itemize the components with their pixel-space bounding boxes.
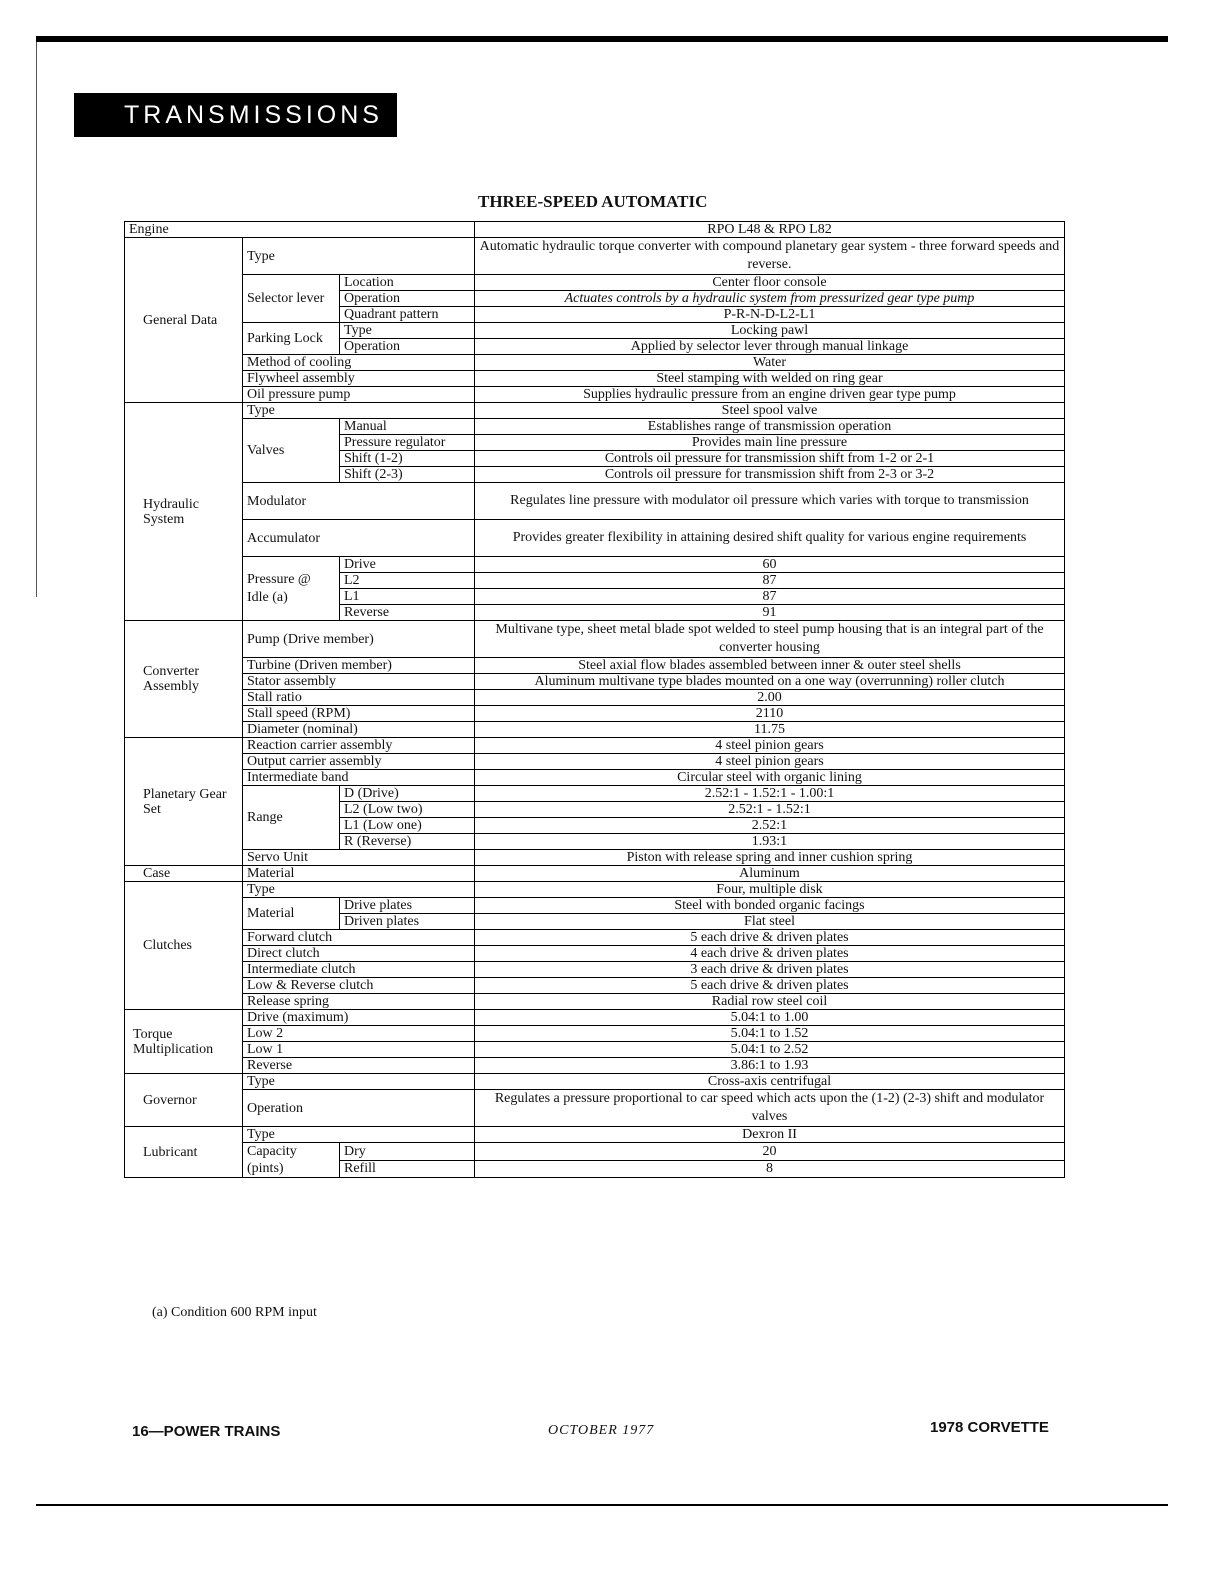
group-converter-assembly: Converter Assembly — [125, 621, 243, 738]
row-label: Reaction carrier assembly — [243, 738, 475, 754]
table-row — [125, 1026, 1065, 1042]
group-case: Case — [125, 866, 243, 882]
row-value: Cross-axis centrifugal — [475, 1074, 1065, 1090]
row-label: Driven plates — [340, 914, 475, 930]
row-value: Actuates controls by a hydraulic system from pressurized gear type pump — [475, 291, 1065, 307]
row-value: 3.86:1 to 1.93 — [475, 1058, 1065, 1074]
selector-lever-label: Selector lever — [243, 275, 340, 323]
row-label: Type — [340, 323, 475, 339]
row-value: Aluminum multivane type blades mounted on a one way (overrunning) roller clutch — [475, 674, 1065, 690]
table-row — [125, 786, 1065, 802]
row-value: 2.52:1 - 1.52:1 — [475, 802, 1065, 818]
parking-lock-label: Parking Lock — [243, 323, 340, 355]
table-row — [125, 419, 1065, 435]
row-value: 1.93:1 — [475, 834, 1065, 850]
row-value: 2.52:1 — [475, 818, 1065, 834]
row-value: Regulates line pressure with modulator oil pressure which varies with torque to transmission — [475, 483, 1065, 520]
table-row — [125, 403, 1065, 419]
row-label: Low & Reverse clutch — [243, 978, 475, 994]
row-label: Reverse — [243, 1058, 475, 1074]
table-row — [125, 738, 1065, 754]
row-label: Refill — [340, 1160, 475, 1178]
row-value: P-R-N-D-L2-L1 — [475, 307, 1065, 323]
table-row — [125, 1042, 1065, 1058]
row-label: Operation — [243, 1090, 475, 1127]
table-row — [125, 1127, 1065, 1143]
table-row — [125, 690, 1065, 706]
table-row — [125, 658, 1065, 674]
row-label: Reverse — [340, 605, 475, 621]
table-row — [125, 520, 1065, 557]
pressure-idle-label: Pressure @ Idle (a) — [243, 557, 340, 621]
row-label: Modulator — [243, 483, 475, 520]
row-value: 5 each drive & driven plates — [475, 930, 1065, 946]
row-label: Oil pressure pump — [243, 387, 475, 403]
table-row — [125, 674, 1065, 690]
row-value: 5.04:1 to 1.00 — [475, 1010, 1065, 1026]
group-hydraulic-system: Hydraulic System — [125, 403, 243, 621]
row-label: Low 1 — [243, 1042, 475, 1058]
row-value: Automatic hydraulic torque converter with compound planetary gear system - three forward speeds and reverse. — [475, 238, 1065, 275]
engine-label: Engine — [125, 222, 475, 238]
table-row — [125, 355, 1065, 371]
row-label: L2 — [340, 573, 475, 589]
row-value: 91 — [475, 605, 1065, 621]
row-label: Accumulator — [243, 520, 475, 557]
valves-label: Valves — [243, 419, 340, 483]
row-value: Regulates a pressure proportional to car speed which acts upon the (1-2) (2-3) shift and modulator valves — [475, 1090, 1065, 1127]
footer-title: 1978 CORVETTE — [930, 1419, 1049, 1436]
row-label: Quadrant pattern — [340, 307, 475, 323]
row-label: Diameter (nominal) — [243, 722, 475, 738]
row-value: Locking pawl — [475, 323, 1065, 339]
row-value: 5.04:1 to 1.52 — [475, 1026, 1065, 1042]
group-planetary-gear-set: Planetary Gear Set — [125, 738, 243, 866]
row-value: Steel with bonded organic facings — [475, 898, 1065, 914]
table-row — [125, 1074, 1065, 1090]
row-label: Direct clutch — [243, 946, 475, 962]
group-clutches: Clutches — [125, 882, 243, 1010]
table-row — [125, 994, 1065, 1010]
table-row — [125, 898, 1065, 914]
row-label: Stall ratio — [243, 690, 475, 706]
row-label: L1 (Low one) — [340, 818, 475, 834]
row-value: 5.04:1 to 2.52 — [475, 1042, 1065, 1058]
row-value: Radial row steel coil — [475, 994, 1065, 1010]
table-row — [125, 946, 1065, 962]
row-value: Controls oil pressure for transmission shift from 1-2 or 2-1 — [475, 451, 1065, 467]
row-label: L2 (Low two) — [340, 802, 475, 818]
row-value: Controls oil pressure for transmission shift from 2-3 or 3-2 — [475, 467, 1065, 483]
row-label: Type — [243, 403, 475, 419]
row-value: Provides greater flexibility in attaining desired shift quality for various engine requirements — [475, 520, 1065, 557]
row-value: 60 — [475, 557, 1065, 573]
row-label: Drive (maximum) — [243, 1010, 475, 1026]
row-value: 5 each drive & driven plates — [475, 978, 1065, 994]
table-row — [125, 770, 1065, 786]
footer-date: OCTOBER 1977 — [548, 1423, 655, 1438]
row-value: Multivane type, sheet metal blade spot welded to steel pump housing that is an integral part of the converter housing — [475, 621, 1065, 658]
row-value: 2.00 — [475, 690, 1065, 706]
row-value: 2.52:1 - 1.52:1 - 1.00:1 — [475, 786, 1065, 802]
row-value: Steel axial flow blades assembled between inner & outer steel shells — [475, 658, 1065, 674]
row-value: Aluminum — [475, 866, 1065, 882]
row-label: Shift (2-3) — [340, 467, 475, 483]
row-value: 11.75 — [475, 722, 1065, 738]
row-label: R (Reverse) — [340, 834, 475, 850]
table-row — [125, 962, 1065, 978]
table-row — [125, 222, 1065, 238]
spec-table — [124, 221, 1065, 1178]
row-label: Output carrier assembly — [243, 754, 475, 770]
row-value: Water — [475, 355, 1065, 371]
table-row — [125, 1143, 1065, 1161]
group-general-data: General Data — [125, 238, 243, 403]
material-label: Material — [243, 898, 340, 930]
row-value: Establishes range of transmission operation — [475, 419, 1065, 435]
footnote: (a) Condition 600 RPM input — [152, 1305, 317, 1320]
row-label: Type — [243, 882, 475, 898]
group-lubricant: Lubricant — [125, 1127, 243, 1178]
row-label: Type — [243, 238, 475, 275]
table-row — [125, 978, 1065, 994]
row-label: Intermediate clutch — [243, 962, 475, 978]
row-value: Flat steel — [475, 914, 1065, 930]
table-row — [125, 850, 1065, 866]
row-value: 8 — [475, 1160, 1065, 1178]
row-value: 4 steel pinion gears — [475, 738, 1065, 754]
table-row — [125, 238, 1065, 275]
row-label: Dry — [340, 1143, 475, 1161]
table-row — [125, 387, 1065, 403]
capacity-label: Capacity (pints) — [243, 1143, 340, 1178]
table-row — [125, 1058, 1065, 1074]
row-label: Intermediate band — [243, 770, 475, 786]
top-rule — [36, 36, 1168, 42]
row-value: Piston with release spring and inner cushion spring — [475, 850, 1065, 866]
table-row — [125, 483, 1065, 520]
row-label: Type — [243, 1074, 475, 1090]
row-label: Operation — [340, 339, 475, 355]
row-value: Center floor console — [475, 275, 1065, 291]
row-label: Stall speed (RPM) — [243, 706, 475, 722]
row-value: Applied by selector lever through manual linkage — [475, 339, 1065, 355]
row-value: 3 each drive & driven plates — [475, 962, 1065, 978]
engine-value: RPO L48 & RPO L82 — [475, 222, 1065, 238]
row-value: Supplies hydraulic pressure from an engine driven gear type pump — [475, 387, 1065, 403]
row-value: 4 steel pinion gears — [475, 754, 1065, 770]
table-row — [125, 1010, 1065, 1026]
group-torque-multiplication: Torque Multiplication — [125, 1010, 243, 1074]
table-row — [125, 323, 1065, 339]
row-label: Drive plates — [340, 898, 475, 914]
row-label: Type — [243, 1127, 475, 1143]
table-row — [125, 722, 1065, 738]
row-label: Forward clutch — [243, 930, 475, 946]
footer-section: 16—POWER TRAINS — [132, 1423, 281, 1440]
row-value: Provides main line pressure — [475, 435, 1065, 451]
table-row — [125, 371, 1065, 387]
row-label: Operation — [340, 291, 475, 307]
range-label: Range — [243, 786, 340, 850]
row-label: Manual — [340, 419, 475, 435]
table-row — [125, 882, 1065, 898]
table-row — [125, 621, 1065, 658]
row-value: Steel spool valve — [475, 403, 1065, 419]
row-value: 4 each drive & driven plates — [475, 946, 1065, 962]
table-row — [125, 754, 1065, 770]
table-row — [125, 275, 1065, 291]
table-row — [125, 706, 1065, 722]
row-label: Stator assembly — [243, 674, 475, 690]
row-label: Pump (Drive member) — [243, 621, 475, 658]
row-label: Method of cooling — [243, 355, 475, 371]
row-value: Circular steel with organic lining — [475, 770, 1065, 786]
row-value: Dexron II — [475, 1127, 1065, 1143]
group-governor: Governor — [125, 1074, 243, 1127]
row-label: Release spring — [243, 994, 475, 1010]
row-label: Flywheel assembly — [243, 371, 475, 387]
row-label: Turbine (Driven member) — [243, 658, 475, 674]
row-label: Shift (1-2) — [340, 451, 475, 467]
row-label: Pressure regulator — [340, 435, 475, 451]
row-label: D (Drive) — [340, 786, 475, 802]
row-value: Steel stamping with welded on ring gear — [475, 371, 1065, 387]
table-title: THREE-SPEED AUTOMATIC — [478, 192, 708, 211]
row-value: 87 — [475, 573, 1065, 589]
row-label: L1 — [340, 589, 475, 605]
table-row — [125, 557, 1065, 573]
row-label: Material — [243, 866, 475, 882]
table-row — [125, 930, 1065, 946]
row-value: 87 — [475, 589, 1065, 605]
section-header: TRANSMISSIONS — [74, 93, 397, 137]
row-value: 20 — [475, 1143, 1065, 1161]
row-label: Drive — [340, 557, 475, 573]
bottom-rule — [36, 1504, 1168, 1506]
row-label: Low 2 — [243, 1026, 475, 1042]
table-row — [125, 1090, 1065, 1127]
row-value: 2110 — [475, 706, 1065, 722]
table-row — [125, 866, 1065, 882]
row-label: Location — [340, 275, 475, 291]
left-margin-line — [36, 42, 37, 597]
row-label: Servo Unit — [243, 850, 475, 866]
row-value: Four, multiple disk — [475, 882, 1065, 898]
